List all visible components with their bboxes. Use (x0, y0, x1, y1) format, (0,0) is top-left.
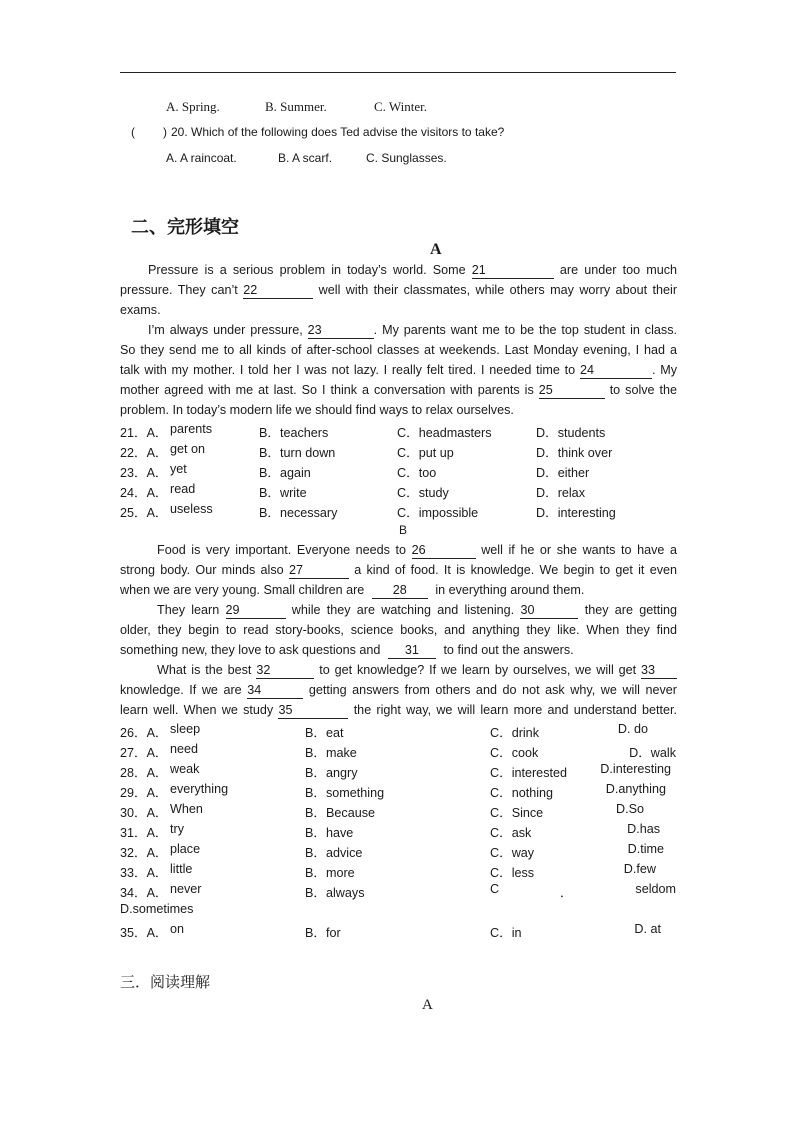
blank: 26 (412, 543, 476, 559)
q19-option-c: C. Winter. (374, 99, 428, 114)
option-d: seldom (635, 882, 676, 896)
option-c: C．headmasters (397, 426, 492, 440)
option-d: D.So (616, 802, 644, 816)
q20-option-c: C. Sunglasses. (366, 151, 447, 165)
question-number: 34．A． (120, 886, 168, 900)
option-a: everything (170, 782, 229, 796)
q20-paren-close: ) (163, 125, 167, 139)
option-c: C．nothing (490, 786, 554, 800)
question-number: 22．A． (120, 446, 168, 460)
blank: 31 (388, 643, 436, 659)
passage-b-line: Food is very important. Everyone needs to 26 well if he or she wants to have a (157, 543, 677, 557)
option-c: C．Since (490, 806, 544, 820)
question-number: 35．A． (120, 926, 168, 940)
question-number: 23．A． (120, 466, 168, 480)
passage-a-line: problem. In today’s modern life we should find ways to relax ourselves. (120, 403, 514, 417)
passage-a-line: mother agreed with me at last. So I think a conversation with parents is 25 to solve the (120, 383, 678, 397)
option-a: yet (170, 462, 187, 476)
option-d: D．either (536, 466, 590, 480)
option-a: place (170, 842, 201, 856)
option-b: B．for (305, 926, 341, 940)
option-d: D．interesting (536, 506, 616, 520)
option-a: on (170, 922, 185, 936)
blank: 32 (256, 663, 314, 679)
option-c-dot: ． (560, 886, 573, 900)
blank: 24 (580, 363, 652, 379)
option-a: try (170, 822, 184, 836)
option-d: D.time (627, 842, 664, 856)
blank: 30 (520, 603, 578, 619)
blank: 23 (308, 323, 374, 339)
option-d: D．students (536, 426, 606, 440)
option-b: B．teachers (259, 426, 329, 440)
option-a: little (170, 862, 193, 876)
option-d: D.has (627, 822, 660, 836)
question-number: 31．A． (120, 826, 168, 840)
blank: 33 (641, 663, 677, 679)
blank: 25 (539, 383, 605, 399)
blank: 27 (289, 563, 349, 579)
question-number: 28．A． (120, 766, 168, 780)
passage-b-line: older, they begin to read story-books, science books, and anything they like. When they find (120, 623, 677, 637)
option-b: B．Because (305, 806, 376, 820)
option-a: parents (170, 422, 213, 436)
blank: 28 (372, 583, 428, 599)
option-d: D.sometimes (120, 902, 194, 916)
option-c: C．in (490, 926, 522, 940)
blank: 21 (472, 263, 554, 279)
question-number: 21．A． (120, 426, 168, 440)
option-c: C．interested (490, 766, 567, 780)
option-a: weak (170, 762, 200, 776)
option-b: B．angry (305, 766, 358, 780)
option-b: B．have (305, 826, 354, 840)
option-d: D.anything (605, 782, 666, 796)
option-d: D. do (617, 722, 648, 736)
option-a: read (170, 482, 196, 496)
option-b: B．necessary (259, 506, 338, 520)
blank: 34 (247, 683, 303, 699)
passage-a-line: pressure. They can’t 22 well with their classmates, while others may worry about their (120, 283, 678, 297)
option-b: B．more (305, 866, 355, 880)
option-c: C．cook (490, 746, 539, 760)
option-c: C (490, 882, 500, 896)
q19-option-b: B. Summer. (265, 99, 327, 114)
section-3-heading: A (422, 997, 433, 1013)
question-number: 33．A． (120, 866, 168, 880)
passage-b-line: What is the best 32 to get knowledge? If we learn by ourselves, we will get 33 (120, 660, 677, 680)
option-c: C．too (397, 466, 437, 480)
option-c: C．put up (397, 446, 454, 460)
option-c: C．ask (490, 826, 532, 840)
passage-b-line: They learn 29 while they are watching and listening. 30 they are getting (157, 603, 678, 617)
option-a: useless (170, 502, 213, 516)
blank: 29 (226, 603, 286, 619)
question-number: 24．A． (120, 486, 168, 500)
blank: 22 (243, 283, 313, 299)
option-b: B．something (305, 786, 385, 800)
option-b: B．write (259, 486, 307, 500)
option-c: C．study (397, 486, 449, 500)
passage-a-line: exams. (120, 303, 161, 317)
option-d: D．relax (536, 486, 585, 500)
header-rule (120, 72, 676, 73)
question-number: 26．A． (120, 726, 168, 740)
passage-b-line: something new, they love to ask questions and 31 to find out the answers. (120, 643, 574, 657)
option-a: get on (170, 442, 206, 456)
question-number: 25．A． (120, 506, 168, 520)
option-c: C．drink (490, 726, 539, 740)
option-d: D.few (623, 862, 656, 876)
option-b: B．make (305, 746, 357, 760)
passage-a-heading: A (430, 241, 442, 258)
option-b: B．eat (305, 726, 344, 740)
option-b: B．always (305, 886, 365, 900)
q20-option-b: B. A scarf. (278, 151, 333, 165)
q19-option-a: A. Spring. (166, 99, 220, 114)
option-d: D.interesting (600, 762, 671, 776)
question-number: 30．A． (120, 806, 168, 820)
passage-b-heading: B (399, 523, 408, 537)
option-c: C．impossible (397, 506, 479, 520)
passage-a-line: talk with my mother. I told her I was not lazy. I really felt tired. I needed time to 24 . My (120, 363, 678, 377)
passage-a-line: Pressure is a serious problem in today’s world. Some 21 are under too much (148, 263, 677, 277)
section-2-title: 二、完形填空 (131, 217, 239, 238)
option-b: B．turn down (259, 446, 336, 460)
q20-paren-open: ( (131, 125, 135, 139)
option-c: C．way (490, 846, 535, 860)
option-a: need (170, 742, 199, 756)
q20-option-a: A. A raincoat. (166, 151, 237, 165)
passage-b-line: knowledge. If we are 34 getting answers from others and do not ask why, we will never (120, 683, 678, 697)
question-number: 27．A． (120, 746, 168, 760)
option-c: C．less (490, 866, 535, 880)
option-a: never (170, 882, 202, 896)
option-b: B．advice (305, 846, 363, 860)
option-d: D. at (634, 922, 661, 936)
option-d: D．think over (536, 446, 613, 460)
option-b: B．again (259, 466, 311, 480)
option-a: When (170, 802, 203, 816)
question-number: 32．A． (120, 846, 168, 860)
passage-a-line: I’m always under pressure, 23 . My parents want me to be the top student in class. (148, 323, 677, 337)
section-3-title: 三．阅读理解 (120, 973, 211, 991)
question-number: 29．A． (120, 786, 168, 800)
q20-question: 20. Which of the following does Ted advise the visitors to take? (171, 125, 505, 139)
passage-b-line: when we are very young. Small children are 28 in everything around them. (120, 583, 585, 597)
passage-b-line: learn well. When we study 35 the right way, we will learn more and understand better. (120, 703, 678, 717)
passage-a-line: So they send me to all kinds of after-school classes at weekends. Last Monday evening, I had a (120, 343, 677, 357)
option-a: sleep (170, 722, 201, 736)
blank: 35 (278, 703, 348, 719)
passage-b-line: strong body. Our minds also 27 a kind of food. It is knowledge. We begin to get it even (120, 563, 678, 577)
option-d: D．walk (629, 746, 676, 760)
